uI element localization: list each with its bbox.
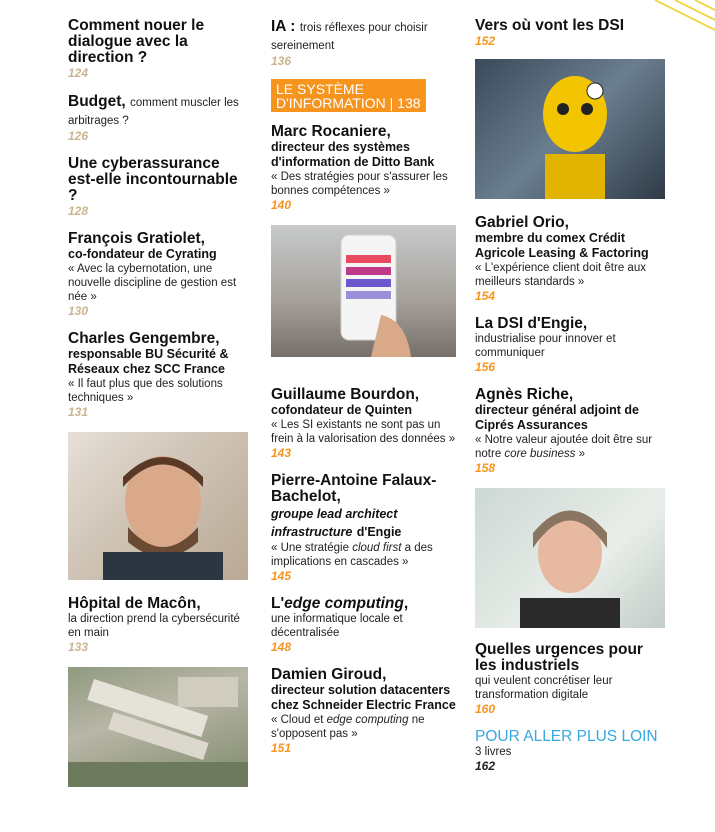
entry-role: directeur solution datacenters chez Schneider Electric France <box>271 683 456 712</box>
page-number: 143 <box>271 446 292 460</box>
page-number: 160 <box>475 702 496 716</box>
toc-entry[interactable] <box>475 642 665 717</box>
entry-quote: « Avec la cybernotation, une nouvelle discipline de gestion est née » <box>68 263 237 303</box>
entry-subtitle: la direction prend la cybersécurité en main <box>68 613 240 639</box>
toc-entry[interactable] <box>68 18 248 81</box>
entry-subtitle: comment muscler les arbitrages ? <box>68 97 239 127</box>
column-left <box>68 18 248 803</box>
entry-quote: « Des stratégies pour s'assurer les bonnes compétences » <box>271 171 448 197</box>
entry-quote: core business <box>504 448 576 460</box>
banner-line: LE SYSTÈME <box>276 81 364 97</box>
entry-title: L' <box>271 595 285 612</box>
banner-line: D'INFORMATION | 138 <box>276 95 421 111</box>
entry-subtitle: qui veulent concrétiser leur transformation digitale <box>475 675 613 701</box>
entry-title: Vers où vont les DSI <box>475 17 625 34</box>
entry-quote: » <box>578 448 585 460</box>
portrait-photo <box>475 488 665 628</box>
entry-title: IA : <box>271 18 296 35</box>
toc-entry[interactable] <box>475 387 665 476</box>
toc-entry[interactable] <box>475 316 665 375</box>
entry-quote: a des implications en cascades » <box>271 542 433 568</box>
page-number: 124 <box>68 66 89 80</box>
toc-entry[interactable] <box>68 596 248 655</box>
entry-subtitle: 3 livres <box>475 746 512 758</box>
entry-title: François Gratiolet, <box>68 230 205 247</box>
page-number: 126 <box>68 129 89 143</box>
portrait-photo <box>68 432 248 580</box>
toc-entry[interactable] <box>68 93 248 144</box>
page-number: 133 <box>68 640 89 654</box>
toc-entry[interactable] <box>271 387 456 461</box>
entry-role: membre du comex Crédit Agricole Leasing & Factoring <box>475 231 649 260</box>
page-number: 128 <box>68 204 89 218</box>
entry-title: Marc Rocaniere, <box>271 123 391 140</box>
entry-subtitle: industrialise pour innover et communiquer <box>475 333 616 359</box>
entry-role: groupe lead architect infrastructure <box>271 507 398 539</box>
toc-entry[interactable] <box>475 729 665 774</box>
entry-title: Comment nouer le dialogue avec la direction ? <box>68 17 205 66</box>
entry-title: Damien Giroud, <box>271 666 387 683</box>
entry-title: Charles Gengembre, <box>68 330 220 347</box>
page-number: 145 <box>271 569 292 583</box>
page-number: 131 <box>68 405 89 419</box>
entry-title: Guillaume Bourdon, <box>271 386 420 403</box>
entry-quote: « Cloud et <box>271 714 324 726</box>
entry-subtitle: une informatique locale et décentralisée <box>271 613 403 639</box>
toc-entry[interactable] <box>475 215 665 304</box>
toc-entry[interactable] <box>271 667 456 756</box>
entry-title: Agnès Riche, <box>475 386 574 403</box>
page-number: 148 <box>271 640 292 654</box>
section-banner[interactable] <box>271 79 426 112</box>
page-number: 152 <box>475 34 496 48</box>
column-middle <box>271 18 456 768</box>
entry-quote: « Il faut plus que des solutions techniques » <box>68 378 223 404</box>
toc-entry[interactable] <box>475 18 665 49</box>
entry-role: co-fondateur de Cyrating <box>68 247 217 261</box>
entry-quote: cloud first <box>352 542 402 554</box>
page-number: 158 <box>475 461 496 475</box>
entry-subtitle: trois réflexes pour choisir sereinement <box>271 22 428 52</box>
entry-quote: « Une stratégie <box>271 542 349 554</box>
smartphone-photo <box>271 225 456 357</box>
entry-role: cofondateur de Quinten <box>271 403 412 417</box>
entry-title: La DSI d'Engie, <box>475 315 588 332</box>
entry-quote: « L'expérience client doit être aux meilleurs standards » <box>475 262 646 288</box>
toc-entry[interactable] <box>68 331 248 420</box>
page-number: 151 <box>271 741 292 755</box>
toc-entry[interactable] <box>271 596 456 655</box>
entry-title: Une cyberassurance est-elle incontournable ? <box>68 155 238 204</box>
entry-title: Hôpital de Macôn, <box>68 595 201 612</box>
entry-quote: « Notre valeur ajoutée doit être sur notre <box>475 434 653 460</box>
entry-title: POUR ALLER PLUS LOIN <box>475 728 658 745</box>
entry-title: , <box>403 595 409 612</box>
toc-entry[interactable] <box>271 124 456 213</box>
page-number: 162 <box>475 759 496 773</box>
entry-role: d'Engie <box>356 525 402 539</box>
page-number: 130 <box>68 304 89 318</box>
entry-quote: « Les SI existants ne sont pas un frein à la valorisation des données » <box>271 419 456 445</box>
page-number: 140 <box>271 198 292 212</box>
entry-role: directeur général adjoint de Ciprés Assurances <box>475 403 639 432</box>
entry-title: Pierre-Antoine Falaux-Bachelot, <box>271 472 437 505</box>
entry-quote: ne s'opposent pas » <box>271 714 425 740</box>
toc-entry[interactable] <box>68 156 248 219</box>
toc-entry[interactable] <box>271 18 456 69</box>
entry-title: Quelles urgences pour les industriels <box>475 641 643 674</box>
page-number: 136 <box>271 54 292 68</box>
page-number: 156 <box>475 360 496 374</box>
entry-role: directeur des systèmes d'information de Ditto Bank <box>271 140 435 169</box>
crash-test-dummy-photo <box>475 59 665 199</box>
page-number: 154 <box>475 289 496 303</box>
entry-quote: edge computing <box>326 714 409 726</box>
entry-title: Budget, <box>68 93 126 110</box>
entry-role: responsable BU Sécurité & Réseaux chez SCC France <box>68 347 229 376</box>
entry-title: edge computing <box>284 595 404 612</box>
toc-entry[interactable] <box>68 231 248 319</box>
toc-entry[interactable] <box>271 473 456 584</box>
column-right <box>475 18 665 786</box>
hospital-aerial-photo <box>68 667 248 787</box>
entry-title: Gabriel Orio, <box>475 214 569 231</box>
